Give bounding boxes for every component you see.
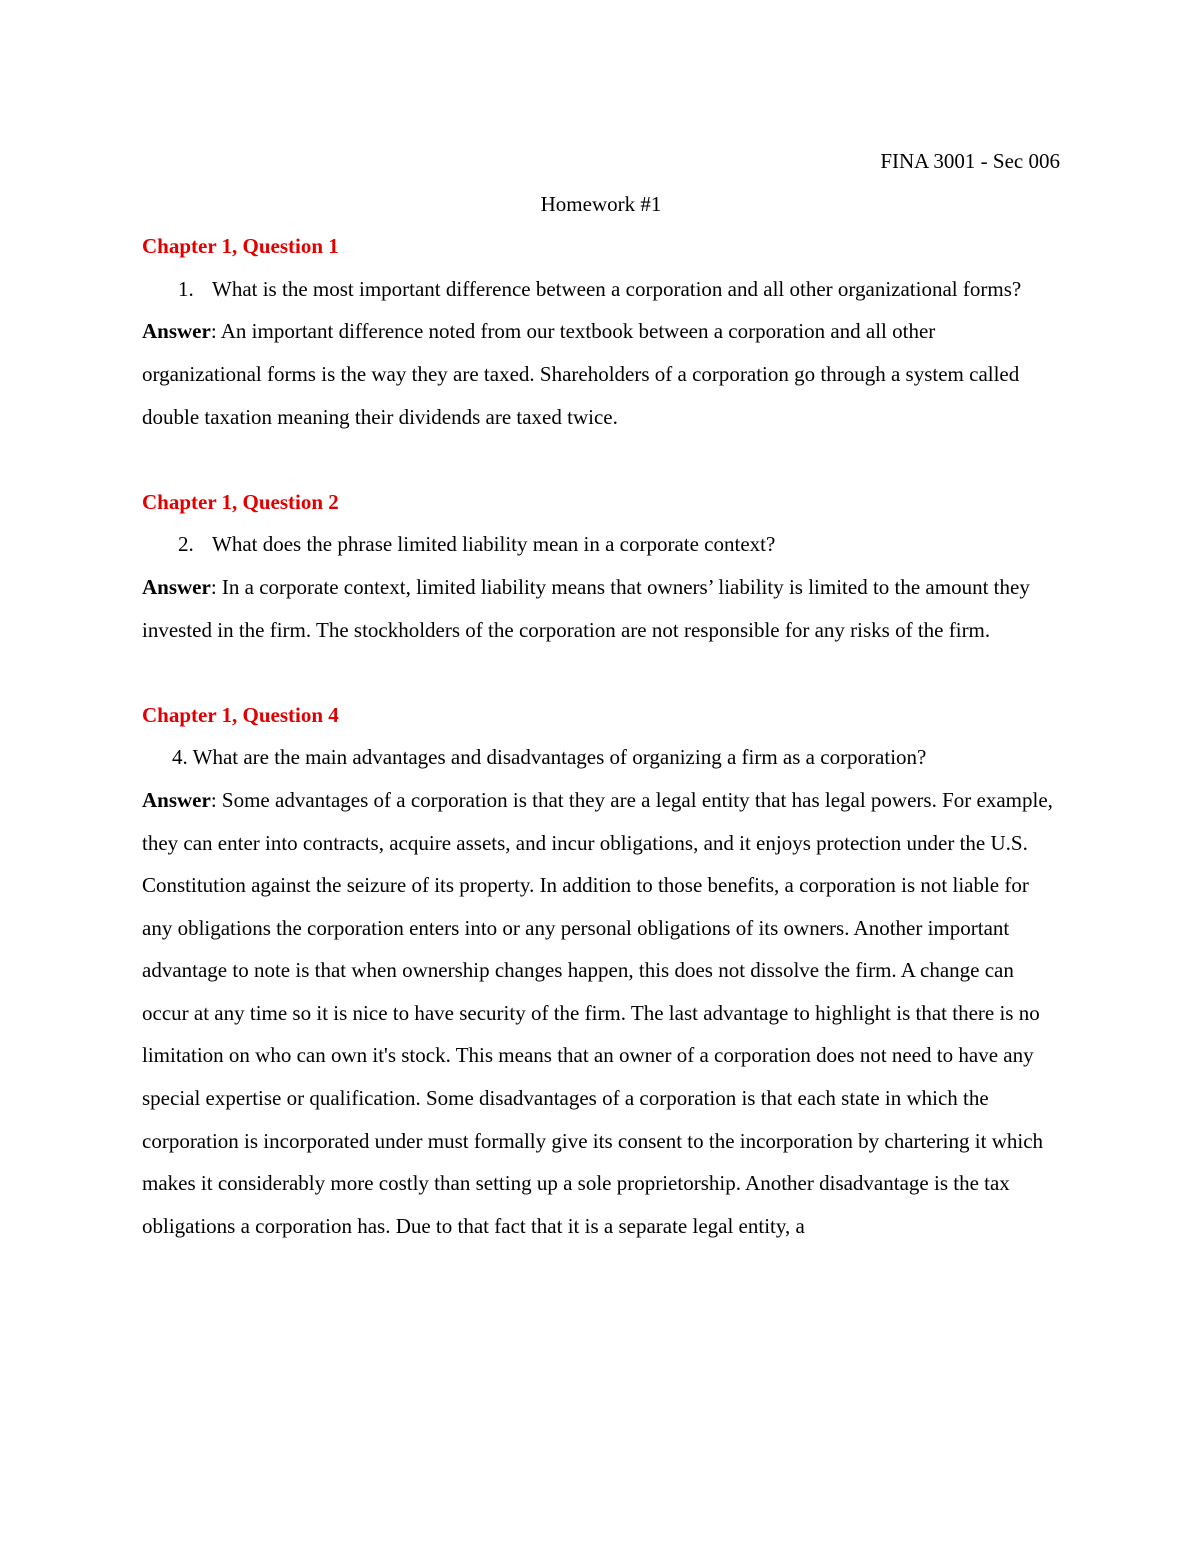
answer-paragraph	[142, 310, 1060, 438]
question-item	[142, 523, 1060, 566]
question-text: What does the phrase limited liability mean in a corporate context?	[212, 532, 776, 557]
answer-paragraph	[142, 779, 1060, 1248]
answer-paragraph	[142, 566, 1060, 651]
answer-text: : In a corporate context, limited liability means that owners’ liability is limited to the amount they invested in the firm. The stockholders of the corporation are not responsible for any risks of the firm.	[142, 574, 1030, 642]
homework-title: Homework #1	[540, 191, 662, 216]
chapter-heading: Chapter 1, Question 4	[142, 702, 339, 727]
course-label: FINA 3001 - Sec 006	[880, 149, 1060, 173]
question-item	[142, 268, 1060, 311]
answer-label: Answer	[142, 319, 211, 344]
answer-text: : Some advantages of a corporation is that they are a legal entity that has legal powers. For example, they can enter into contracts, acquire assets, and incur obligations, and it enjoys protection under the U.S. Constitution against the seizure of its property. In addition to those benefits, a corporation is not liable for any obligations the corporation enters into or any personal obligations of its owners. Another important advantage to note is that when ownership changes happen, this does not dissolve the firm. A change can occur at any time so it is nice to have security of the firm. The last advantage to highlight is that there is no limitation on who can own it's stock. This means that an owner of a corporation does not need to have any special expertise or qualification. Some disadvantages of a corporation is that each state in which the corporation is incorporated under must formally give its consent to the incorporation by chartering it which makes it considerably more costly than setting up a sole proprietorship. Another disadvantage is the tax obligations a corporation has. Due to that fact that it is a separate legal entity, a	[142, 787, 1053, 1238]
question-number: 1.	[178, 276, 194, 301]
chapter-heading: Chapter 1, Question 2	[142, 489, 339, 514]
chapter-heading: Chapter 1, Question 1	[142, 234, 339, 259]
spacer	[142, 438, 1060, 481]
document-body	[142, 140, 1060, 1247]
question-text: What is the most important difference between a corporation and all other organizational forms?	[212, 276, 1022, 301]
question-text: 4. What are the main advantages and disadvantages of organizing a firm as a corporation?	[172, 745, 927, 770]
answer-text: : An important difference noted from our textbook between a corporation and all other organizational forms is the way they are taxed. Shareholders of a corporation go through a system called double taxation meaning their dividends are taxed twice.	[142, 319, 1020, 429]
spacer	[142, 651, 1060, 694]
answer-label: Answer	[142, 574, 211, 599]
answer-label: Answer	[142, 787, 211, 812]
question-number: 2.	[178, 532, 194, 557]
